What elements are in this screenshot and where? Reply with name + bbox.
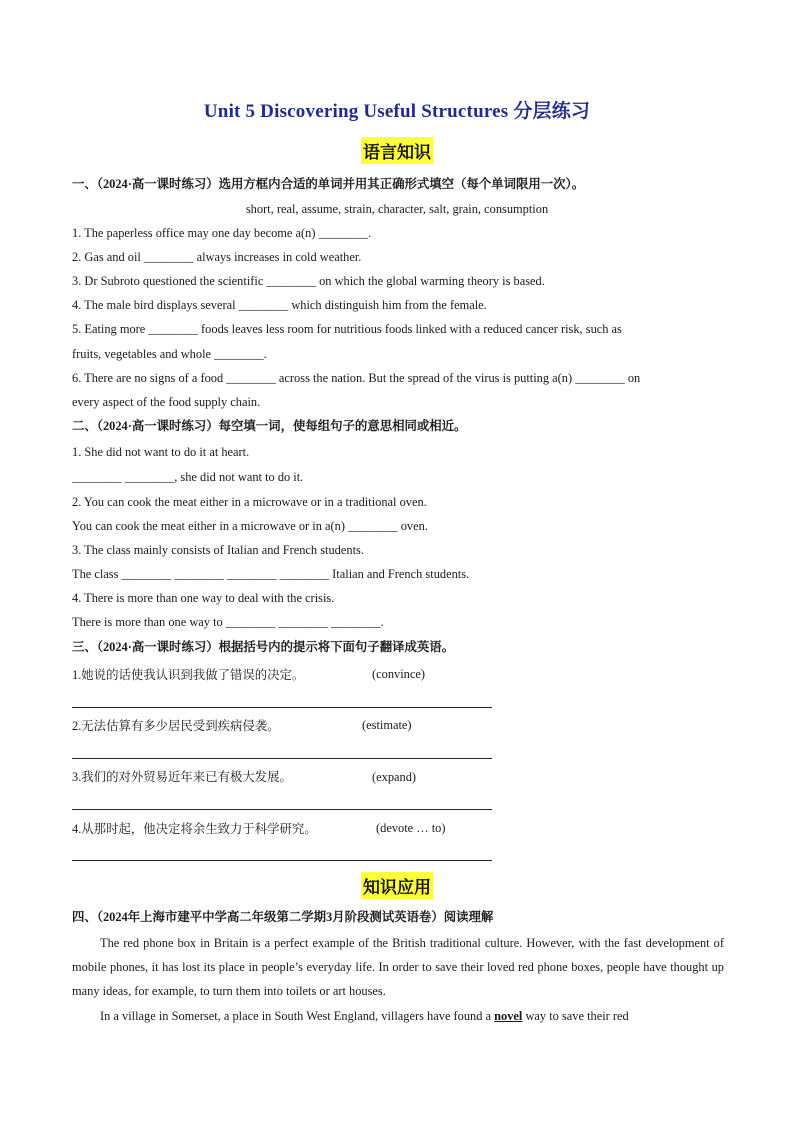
part2-item-4-rewrite: There is more than one way to ________ ________ ________. (72, 615, 384, 629)
part3-item-3: 3.我们的对外贸易近年来已有极大发展。 (72, 770, 292, 784)
reading-paragraph-1-text: The red phone box in Britain is a perfect example of the British traditional culture. However, with the fast development of mobile phones, it has lost its place in people’s everyday life. In order to save their loved red phone boxes, people have thought up many ideas, for example, to turn them into toilets or art houses. (72, 936, 724, 998)
part3-item-2-hint: (estimate) (362, 718, 412, 732)
part3-item-3-hint: (expand) (372, 770, 417, 784)
page-title: Unit 5 Discovering Useful Structures 分层练习 (203, 101, 591, 122)
part3-item-2: 2.无法估算有多少居民受到疾病侵袭。 (72, 719, 280, 733)
part1-item-6: 6. There are no signs of a food ________ across the nation. But the spread of the virus is putting a(n) ________ on (72, 371, 641, 385)
reading-paragraph-1 (72, 931, 724, 1003)
part3-item-4: 4.从那时起，他决定将余生致力于科学研究。 (72, 822, 317, 836)
section-tag-application-wrap (0, 872, 794, 899)
part2-heading: 二、（2024·高一课时练习）每空填一词，使每组句子的意思相同或相近。 (72, 419, 467, 433)
part1-item-3: 3. Dr Subroto questioned the scientific ________ on which the global warming theory is based. (72, 274, 545, 288)
answer-line-2[interactable] (72, 758, 492, 759)
part1-item-1: 1. The paperless office may one day become a(n) ________. (72, 226, 372, 240)
part3-heading: 三、（2024·高一课时练习）根据括号内的提示将下面句子翻译成英语。 (72, 640, 455, 654)
part2-item-2-rewrite: You can cook the meat either in a microwave or in a(n) ________ oven. (72, 519, 428, 533)
section-tag-application: 知识应用 (361, 872, 433, 899)
part1-item-4: 4. The male bird displays several ________ which distinguish him from the female. (72, 298, 487, 312)
part1-heading: 一、（2024·高一课时练习）选用方框内合适的单词并用其正确形式填空（每个单词限用一次）。 (72, 177, 585, 191)
underlined-word-novel: novel (494, 1009, 523, 1023)
part2-item-4: 4. There is more than one way to deal with the crisis. (72, 591, 335, 605)
part2-item-1-rewrite: ________ ________, she did not want to do it. (72, 470, 304, 484)
section-tag-language-wrap (0, 137, 794, 164)
reading-paragraph-2 (72, 1004, 724, 1028)
part2-item-3: 3. The class mainly consists of Italian and French students. (72, 543, 364, 557)
reading-paragraph-2-before: In a village in Somerset, a place in South West England, villagers have found a (100, 1009, 495, 1023)
part3-item-1: 1.她说的话使我认识到我做了错误的决定。 (72, 668, 305, 682)
reading-paragraph-2-after: way to save their red (522, 1009, 629, 1023)
part2-item-3-rewrite: The class ________ ________ ________ ________ Italian and French students. (72, 567, 470, 581)
part2-item-1: 1. She did not want to do it at heart. (72, 445, 250, 459)
answer-line-3[interactable] (72, 809, 492, 810)
part1-item-5-cont: fruits, vegetables and whole ________. (72, 347, 267, 361)
part3-item-1-hint: (convince) (372, 667, 425, 681)
answer-line-1[interactable] (72, 707, 492, 708)
part1-item-2: 2. Gas and oil ________ always increases in cold weather. (72, 250, 362, 264)
word-box: short, real, assume, strain, character, salt, grain, consumption (245, 202, 549, 216)
part1-item-5: 5. Eating more ________ foods leaves less room for nutritious foods linked with a reduced cancer risk, such as (72, 322, 622, 336)
part3-item-4-hint: (devote … to) (376, 821, 446, 835)
answer-line-4[interactable] (72, 860, 492, 861)
part1-item-6-cont: every aspect of the food supply chain. (72, 395, 261, 409)
section-tag-language: 语言知识 (361, 137, 433, 164)
part2-item-2: 2. You can cook the meat either in a microwave or in a traditional oven. (72, 495, 427, 509)
part4-heading: 四、（2024年上海市建平中学高二年级第二学期3月阶段测试英语卷）阅读理解 (72, 910, 494, 924)
